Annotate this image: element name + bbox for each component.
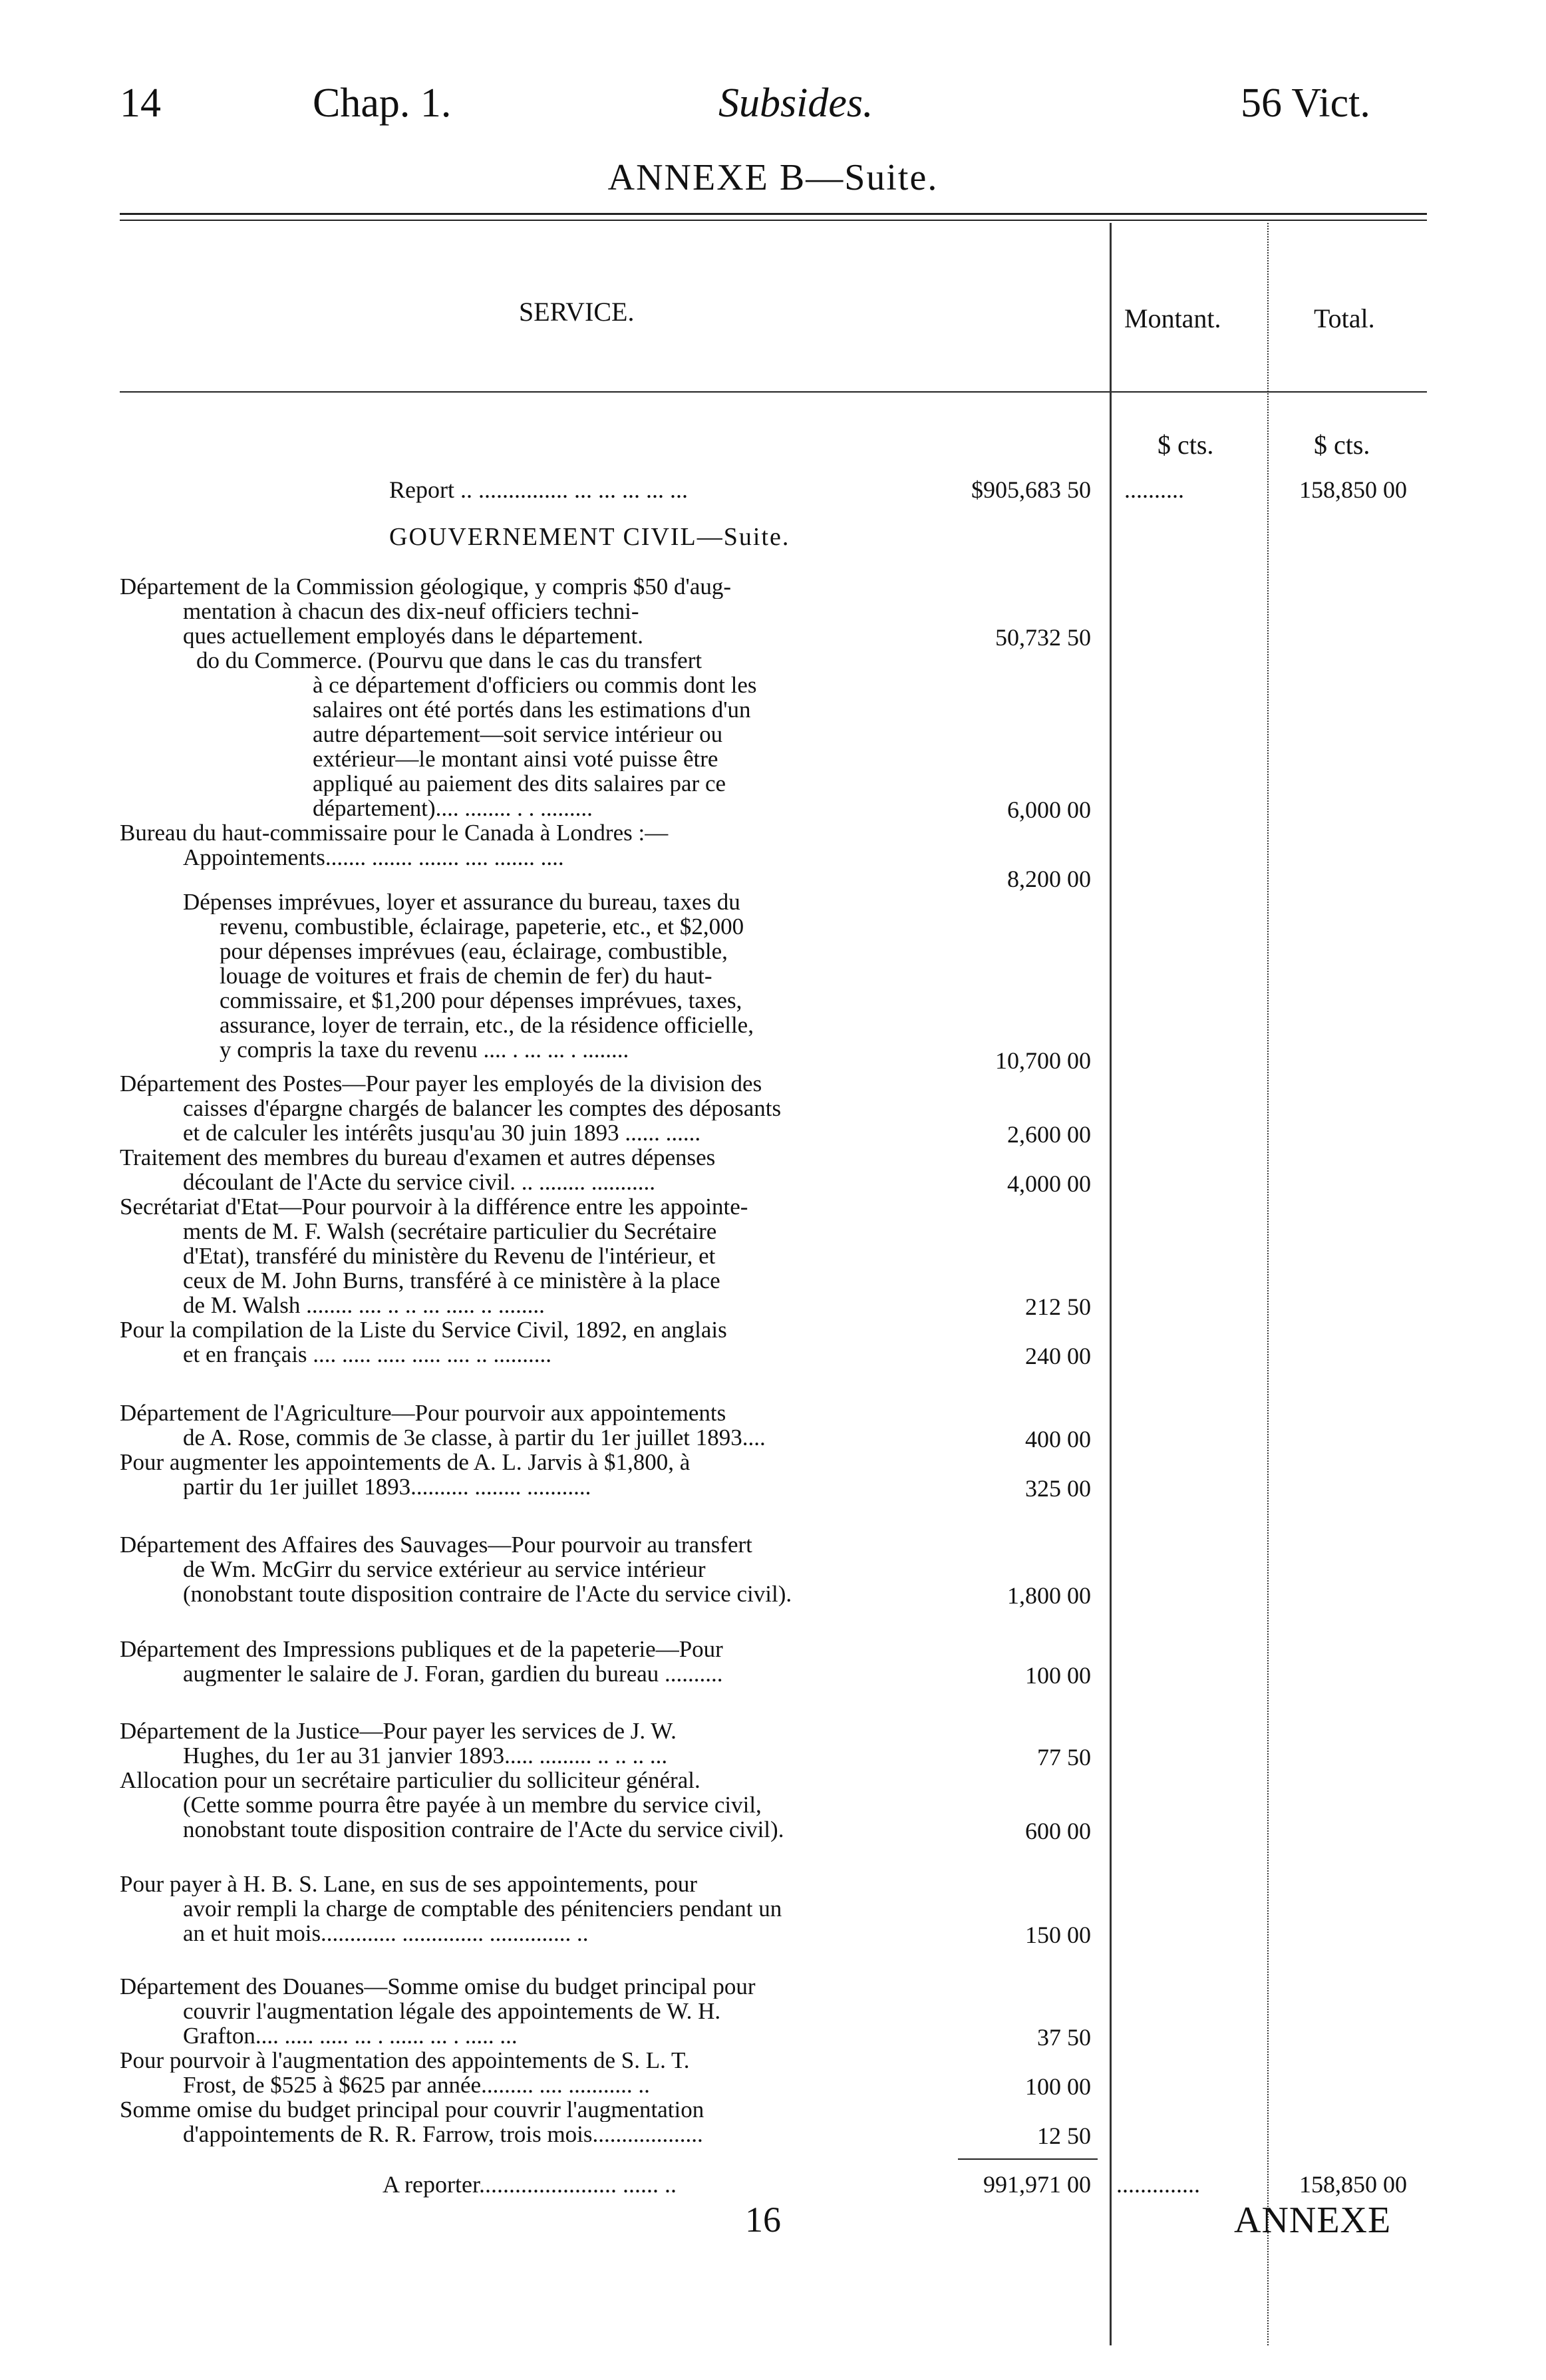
entry-line: Département de la Justice—Pour payer les services de J. W.	[120, 1719, 677, 1743]
entry-line: augmenter le salaire de J. Foran, gardien du bureau ..........	[183, 1661, 723, 1686]
report-total-dots: ..........	[1124, 476, 1184, 503]
unit-total: $ cts.	[1314, 430, 1370, 460]
entry-line: à ce département d'officiers ou commis dont les	[313, 673, 757, 697]
entry-solicitor-general	[120, 1768, 945, 1842]
entry-line: assurance, loyer de terrain, etc., de la résidence officielle,	[220, 1013, 754, 1037]
sum-rule	[958, 2158, 1098, 2160]
header-rule-top	[120, 213, 1427, 215]
running-title: Subsides.	[718, 81, 873, 126]
entry-line: Allocation pour un secrétaire particulier du solliciteur général.	[120, 1768, 700, 1792]
entry-amount: 400 00	[1025, 1426, 1091, 1452]
carry-forward-total-dots: ..............	[1116, 2171, 1200, 2198]
entry-line: nonobstant toute disposition contraire de l'Acte du service civil).	[183, 1817, 784, 1842]
entry-amount: 10,700 00	[995, 1047, 1091, 1074]
catchword: ANNEXE	[1234, 2200, 1392, 2241]
entry-amount: 8,200 00	[1007, 866, 1091, 892]
entry-farrow	[120, 2097, 945, 2146]
chapter-label: Chap. 1.	[313, 81, 452, 126]
entry-line: Pour la compilation de la Liste du Service Civil, 1892, en anglais	[120, 1317, 727, 1342]
column-header-montant: Montant.	[1124, 303, 1221, 333]
entry-amount: 100 00	[1025, 2073, 1091, 2100]
annex-title: ANNEXE B—Suite.	[607, 157, 939, 198]
entry-lane	[120, 1872, 945, 1946]
entry-amount: 6,000 00	[1007, 796, 1091, 823]
entry-line: de A. Rose, commis de 3e classe, à partir du 1er juillet 1893....	[183, 1425, 766, 1450]
entry-line: ceux de M. John Burns, transféré à ce ministère à la place	[183, 1268, 720, 1293]
report-amount: $905,683 50	[971, 476, 1091, 503]
entry-commerce	[120, 648, 945, 820]
carry-forward-amount: 991,971 00	[983, 2171, 1091, 2198]
entry-line: avoir rempli la charge de comptable des pénitenciers pendant un	[183, 1896, 782, 1921]
entry-line: couvrir l'augmentation légale des appointements de W. H.	[183, 1999, 721, 2023]
entry-civil-service-list	[120, 1317, 945, 1367]
entry-contingencies	[120, 890, 945, 1062]
entry-line: mentation à chacun des dix-neuf officiers techni-	[183, 599, 639, 623]
entry-justice	[120, 1719, 945, 1768]
entry-line: autre département—soit service intérieur ou	[313, 722, 723, 747]
entry-amount: 37 50	[1037, 2024, 1091, 2051]
entry-line: Somme omise du budget principal pour couvrir l'augmentation	[120, 2097, 704, 2122]
entry-amount: 212 50	[1025, 1293, 1091, 1320]
entry-amount: 77 50	[1037, 1744, 1091, 1771]
entry-line: commissaire, et $1,200 pour dépenses imprévues, taxes,	[220, 988, 742, 1013]
section-title-text: GOUVERNEMENT CIVIL—Suite.	[389, 523, 790, 551]
entry-line: Pour augmenter les appointements de A. L. Jarvis à $1,800, à	[120, 1450, 691, 1474]
entry-amount: 2,600 00	[1007, 1121, 1091, 1148]
column-header-total: Total.	[1314, 303, 1375, 333]
unit-montant: $ cts.	[1158, 430, 1214, 460]
entry-line: caisses d'épargne chargés de balancer les comptes des déposants	[183, 1096, 782, 1120]
entry-line: ments de M. F. Walsh (secrétaire particulier du Secrétaire	[183, 1219, 717, 1244]
entry-line: revenu, combustible, éclairage, papeterie, etc., et $2,000	[220, 914, 744, 939]
entry-line: pour dépenses imprévues (eau, éclairage, combustible,	[220, 939, 728, 963]
entry-line: Département de l'Agriculture—Pour pourvoir aux appointements	[120, 1401, 726, 1425]
entry-line: ques actuellement employés dans le département.	[183, 623, 643, 648]
entry-secretary-of-state	[120, 1194, 945, 1317]
column-separator-total	[1267, 223, 1269, 2345]
entry-line: do du Commerce. (Pourvu que dans le cas du transfert	[196, 648, 702, 673]
entry-line: Département des Affaires des Sauvages—Pour pourvoir au transfert	[120, 1532, 752, 1557]
entry-line: Frost, de $525 à $625 par année......... .... ........... ..	[183, 2073, 650, 2097]
entry-line: Grafton.... ..... ..... ... . ...... ... . ..... ...	[183, 2023, 518, 2048]
entry-line: Traitement des membres du bureau d'examen et autres dépenses	[120, 1145, 716, 1170]
report-label: Report .. ............... ... ... ... ... ...	[389, 476, 688, 503]
entry-line: de Wm. McGirr du service extérieur au service intérieur	[183, 1557, 706, 1582]
entry-line: y compris la taxe du revenu .... . ... ... . ........	[220, 1037, 629, 1062]
entry-line: Département de la Commission géologique, y compris $50 d'aug-	[120, 574, 732, 599]
column-header-service: SERVICE.	[519, 297, 635, 327]
entry-line: de M. Walsh ........ .... .. .. ... ..... .. ........	[183, 1293, 545, 1317]
entry-amount: 100 00	[1025, 1662, 1091, 1689]
entry-public-printing	[120, 1637, 945, 1686]
entry-line: partir du 1er juillet 1893.......... ........ ...........	[183, 1474, 591, 1499]
entry-examiners	[120, 1145, 945, 1194]
entry-line: et de calculer les intérêts jusqu'au 30 juin 1893 ...... ......	[183, 1120, 701, 1145]
entry-frost	[120, 2048, 945, 2097]
entry-customs	[120, 1974, 945, 2048]
entry-line: (nonobstant toute disposition contraire de l'Acte du service civil).	[183, 1582, 792, 1606]
entry-amount: 325 00	[1025, 1475, 1091, 1502]
header-rule-bottom	[120, 391, 1427, 393]
signature-mark: 16	[745, 2200, 781, 2240]
regnal-year: 56 Vict.	[1241, 81, 1370, 126]
entry-line: Département des Postes—Pour payer les employés de la division des	[120, 1071, 762, 1096]
entry-line: d'appointements de R. R. Farrow, trois mois...................	[183, 2122, 703, 2146]
entry-line: et en français .... ..... ..... ..... .... .. ..........	[183, 1342, 552, 1367]
entry-amount: 600 00	[1025, 1818, 1091, 1844]
entry-line: d'Etat), transféré du ministère du Revenu de l'intérieur, et	[183, 1244, 716, 1268]
entry-agriculture	[120, 1401, 945, 1450]
report-total: 158,850 00	[1299, 476, 1407, 503]
entry-line: appliqué au paiement des dits salaires par ce	[313, 771, 726, 796]
entry-jarvis	[120, 1450, 945, 1499]
column-separator-montant	[1110, 223, 1112, 2345]
section-title	[389, 522, 790, 552]
entry-line: Département des Douanes—Somme omise du budget principal pour	[120, 1974, 756, 1999]
entry-line: Département des Impressions publiques et de la papeterie—Pour	[120, 1637, 723, 1661]
entry-line: Dépenses imprévues, loyer et assurance du bureau, taxes du	[183, 890, 740, 914]
entry-indian-affairs	[120, 1532, 945, 1606]
entry-amount: 4,000 00	[1007, 1170, 1091, 1197]
entry-line: louage de voitures et frais de chemin de fer) du haut-	[220, 963, 712, 988]
entry-postes	[120, 1071, 945, 1145]
entry-line: Pour payer à H. B. S. Lane, en sus de ses appointements, pour	[120, 1872, 698, 1896]
carry-forward-label: A reporter....................... ...... ..	[383, 2171, 677, 2198]
header-rule-top-double	[120, 220, 1427, 221]
entry-line: département).... ........ . . .........	[313, 796, 593, 820]
entry-line: Appointements....... ....... ....... .... ....... ....	[183, 845, 564, 870]
entry-amount: 150 00	[1025, 1922, 1091, 1948]
entry-line: Pour pourvoir à l'augmentation des appointements de S. L. T.	[120, 2048, 690, 2073]
entry-line: an et huit mois............. .............. .............. ..	[183, 1921, 589, 1946]
entry-amount: 1,800 00	[1007, 1582, 1091, 1609]
carry-forward-total: 158,850 00	[1299, 2171, 1407, 2198]
entry-line: salaires ont été portés dans les estimations d'un	[313, 697, 751, 722]
entry-line: Bureau du haut-commissaire pour le Canada à Londres :—	[120, 820, 669, 845]
entry-geological-survey	[120, 574, 945, 648]
entry-line: Hughes, du 1er au 31 janvier 1893..... ......... .. .. .. ...	[183, 1743, 668, 1768]
entry-high-commissioner	[120, 820, 945, 870]
entry-line: (Cette somme pourra être payée à un membre du service civil,	[183, 1792, 762, 1817]
entry-line: extérieur—le montant ainsi voté puisse être	[313, 747, 718, 771]
entry-amount: 240 00	[1025, 1343, 1091, 1369]
entry-amount: 12 50	[1037, 2123, 1091, 2149]
page-number: 14	[120, 81, 161, 126]
entry-line: Secrétariat d'Etat—Pour pourvoir à la différence entre les appointe-	[120, 1194, 748, 1219]
entry-line: découlant de l'Acte du service civil. .. ........ ...........	[183, 1170, 655, 1194]
entry-amount: 50,732 50	[995, 624, 1091, 651]
